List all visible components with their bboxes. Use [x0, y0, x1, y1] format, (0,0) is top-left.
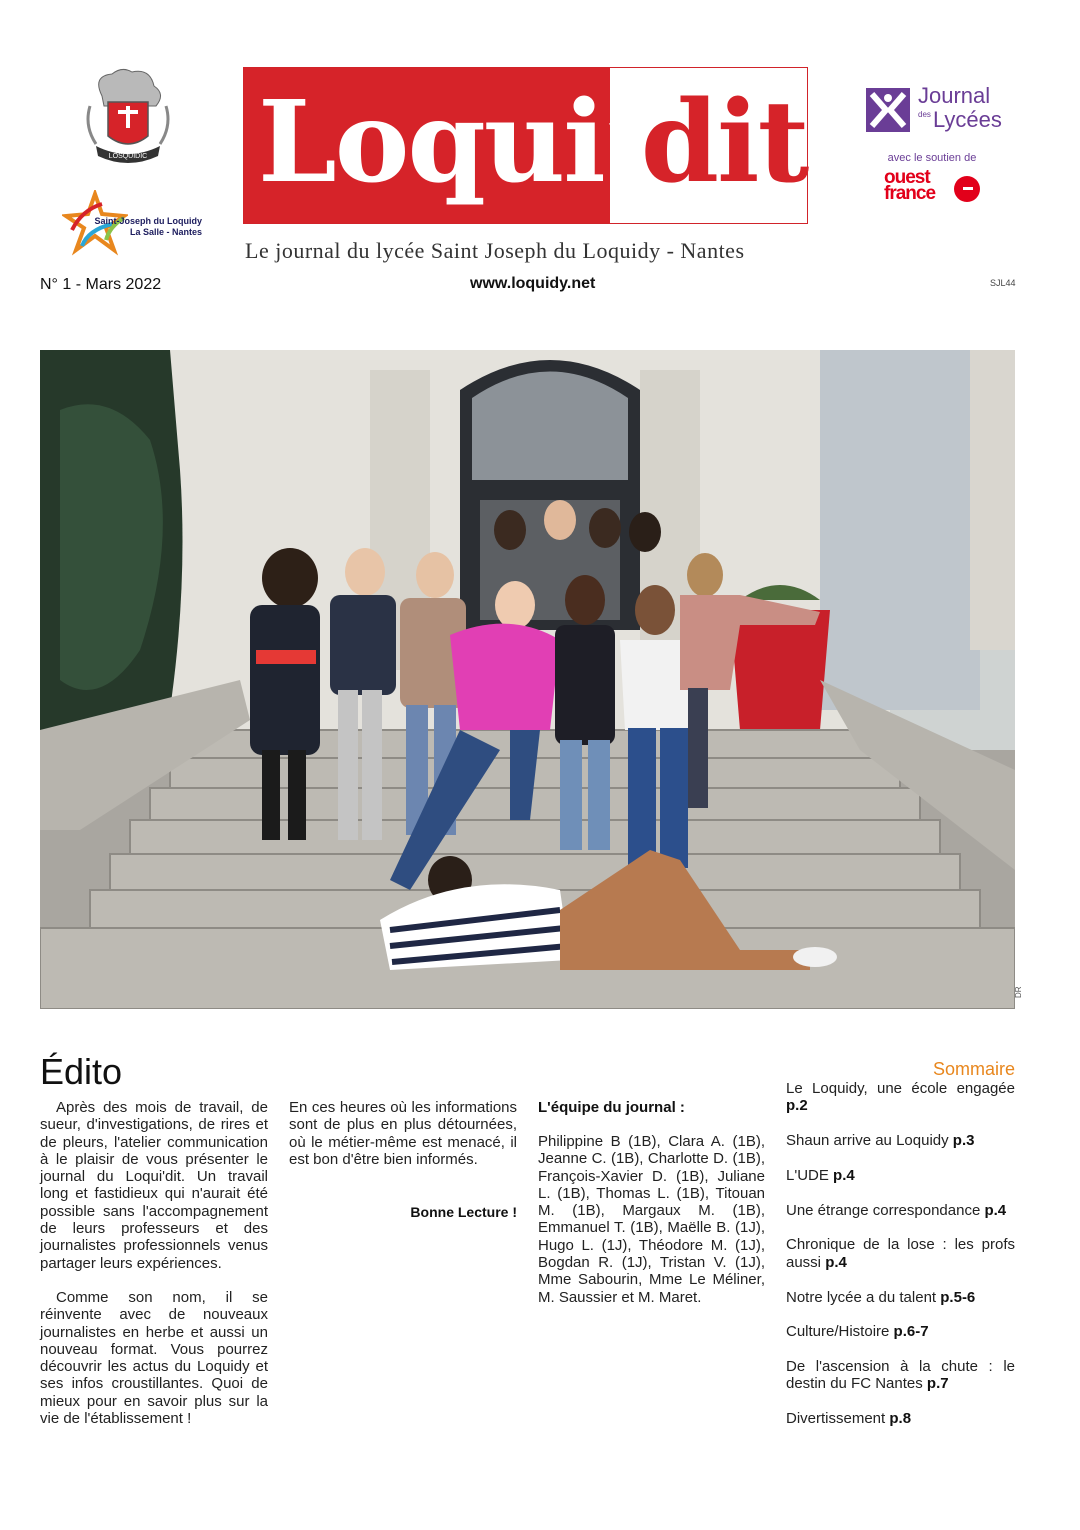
publication-code: SJL44: [990, 278, 1016, 288]
sommaire-item-text: Une étrange correspondance: [786, 1201, 985, 1219]
sponsor-circle-icon: [954, 176, 980, 202]
sommaire-item[interactable]: [786, 1236, 1015, 1271]
sommaire-item-text: Le Loquidy, une école engagée: [786, 1080, 1015, 1097]
team-members: Philippine B (1B), Clara A. (1B), Jeanne C. (1B), Charlotte D. (1B), François-Xavier D. (1B), Juliane L. (1B), Thomas L. (1B), Titouan M. (1B), Margaux M. (1B), Emmanuel T. (1B), Maëlle B. (1J), Hugo L. (1J), Théodore M. (1J), Bogdan R. (1J), Tristan V. (1J), Mme Sabourin, Mme Le Méliner, M. Saussier et M. Maret.: [538, 1133, 765, 1306]
partner-logo-word2: Lycées: [933, 107, 1002, 132]
sommaire-item[interactable]: [786, 1202, 1015, 1219]
crest-motto: LOSQUIDIC: [108, 153, 148, 160]
sommaire-item-page: p.2: [786, 1097, 808, 1115]
edito-closing: Bonne Lecture !: [410, 1204, 517, 1220]
partner-logo-small: des: [918, 110, 931, 119]
sommaire-item-text: Divertissement: [786, 1410, 890, 1428]
sommaire-item[interactable]: [786, 1323, 1015, 1340]
sommaire-title: Sommaire: [932, 1059, 1015, 1079]
website-link[interactable]: www.loquidy.net: [470, 275, 596, 292]
sommaire-item-text: L'UDE: [786, 1166, 834, 1184]
sponsor-logo-line1: ouest: [884, 167, 930, 188]
ouest-france-logo: [880, 167, 984, 206]
sommaire-item[interactable]: [786, 1358, 1015, 1393]
edito-column-1: [40, 1099, 268, 1427]
sommaire-item-page: p.8: [889, 1410, 912, 1428]
sommaire-item-text: Shaun arrive au Loquidy: [786, 1132, 953, 1150]
masthead: [243, 67, 808, 224]
sommaire-item[interactable]: [786, 1289, 1015, 1306]
sommaire-item-page: p.4: [825, 1253, 847, 1271]
sommaire-item-page: p.3: [952, 1132, 975, 1150]
sommaire-item[interactable]: [786, 1167, 1015, 1184]
sommaire-item-page: p.6-7: [893, 1323, 929, 1341]
school-logo-line1: Saint-Joseph du Loquidy: [94, 216, 202, 226]
masthead-title-part2: dit: [640, 77, 808, 208]
sommaire-item-text: Notre lycée a du talent: [786, 1288, 941, 1306]
edito-column-2: [289, 1099, 517, 1168]
team-title: L'équipe du journal :: [538, 1099, 685, 1116]
school-logo-line2: La Salle - Nantes: [129, 227, 202, 237]
sponsor-logo-line2: france: [884, 183, 936, 204]
sommaire-list: [786, 1080, 1015, 1445]
support-text: avec le soutien de: [887, 152, 977, 164]
sommaire-item[interactable]: [786, 1080, 1015, 1115]
masthead-subtitle: Le journal du lycée Saint Joseph du Loquidy - Nantes: [245, 238, 745, 263]
school-network-logo: [62, 190, 202, 256]
partner-mark-icon: [866, 88, 910, 132]
group-photo-illustration: [40, 350, 1015, 1009]
school-crest-logo: [82, 66, 174, 166]
sommaire-item-page: p.4: [984, 1201, 1007, 1219]
issue-number: N° 1 - Mars 2022: [40, 276, 162, 293]
sommaire-item-text: Chronique de la lose : les profs aussi: [786, 1236, 1015, 1271]
edito-title: Édito: [40, 1051, 123, 1092]
sommaire-item-text: Culture/Histoire: [786, 1323, 894, 1341]
masthead-title: [258, 78, 807, 208]
edito-paragraph-3: En ces heures où les informations sont de plus en plus détournées, où le métier-même est menacé, il est bon d'être bien informés.: [289, 1099, 517, 1168]
edito-paragraph-1: Après des mois de travail, de sueur, d'investigations, de rires et de pleurs, l'atelier communication à le plaisir de vous présenter le journal du Loqui'dit. Un travail long et fastidieux qui n'aurait été possible sans l'accompagnement de leurs professeurs et des journalistes professionnels venus partager leurs expériences.: [40, 1099, 268, 1272]
sommaire-item[interactable]: [786, 1132, 1015, 1149]
cover-photo: [40, 350, 1015, 1009]
sommaire-item-text: De l'ascension à la chute : le destin du FC Nantes: [786, 1358, 1015, 1393]
journal-des-lycees-logo: [862, 84, 1002, 140]
sommaire-item[interactable]: [786, 1410, 1015, 1427]
edito-paragraph-2: Comme son nom, il se réinvente avec de nouveaux journalistes en herbe et aussi un nouveau format. Vous pourrez découvrir les actus du Loquidy et ses infos croustillantes. Quoi de mieux pour en savoir plus sur la vie de l'établissement !: [40, 1288, 268, 1428]
photo-credit: DR: [1014, 986, 1023, 998]
sommaire-item-page: p.4: [833, 1166, 855, 1184]
sommaire-item-page: p.7: [926, 1375, 949, 1393]
masthead-title-part1: Loqui’: [258, 77, 641, 208]
sommaire-item-page: p.5-6: [940, 1288, 976, 1306]
partner-logo-word1: Journal: [918, 83, 991, 108]
